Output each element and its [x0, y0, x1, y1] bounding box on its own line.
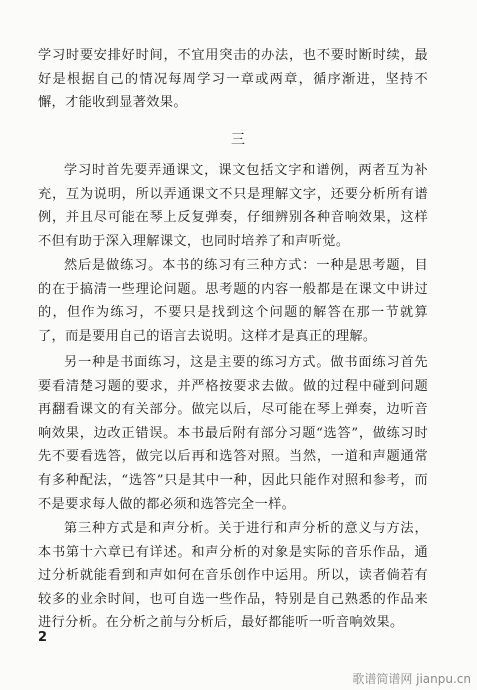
page-number: 2 [38, 630, 48, 645]
section-heading: 三 [231, 132, 246, 148]
paragraph-written-exercises: 另一种是书面练习，这是主要的练习方式。做书面练习首先要看清楚习题的要求，并严格按要求去做。做的过程中碰到问题再翻看课文的有关部分。做完以后，尽可能在琴上弹奏，边听音响效果，边改正错误。本书最后附有部分习题“选答”，做练习时先不要看选答，做完以后再和选答对照。当然，一道和声题通常有多种配法，“选答”只是其中一种，因此只能作对照和参考，而不是要求每人做的都必须和选答完全一样。 [38, 355, 428, 512]
intro-paragraph: 学习时要安排好时间，不宜用突击的办法，也不要时断时续，最好是根据自己的情况每周学习一章或两章，循序渐进，坚持不懈，才能收到显著效果。 [38, 48, 428, 111]
paragraph-study-text: 学习时首先要弄通课文，课文包括文字和谱例，两者互为补充，互为说明，所以弄通课文不只是理解文字，还要分析所有谱例，并且尽可能在琴上反复弹奏，仔细辨别各种音响效果，这样不但有助于深入理解课文，也同时培养了和声听觉。 [38, 163, 428, 249]
paragraph-harmonic-analysis: 第三种方式是和声分析。关于进行和声分析的意义与方法，本书第十六章已有详述。和声分析的对象是实际的音乐作品，通过分析就能看到和声如何在音乐创作中运用。所以，读者倘若有较多的业余时间，也可自选一些作品，特别是自己熟悉的作品来进行分析。在分析之前与分析后，最好都能听一听音响效果。 [38, 521, 428, 631]
site-watermark: 歌谱简谱网 jianpu.cn [352, 672, 471, 686]
paragraph-exercises: 然后是做练习。本书的练习有三种方式：一种是思考题，目的在于搞清一些理论问题。思考题的内容一般都是在课文中讲过的，但作为练习，不要只是找到这个问题的解答在那一节就算了，而是要用自己的语言去说明。这样才是真正的理解。 [38, 258, 428, 344]
